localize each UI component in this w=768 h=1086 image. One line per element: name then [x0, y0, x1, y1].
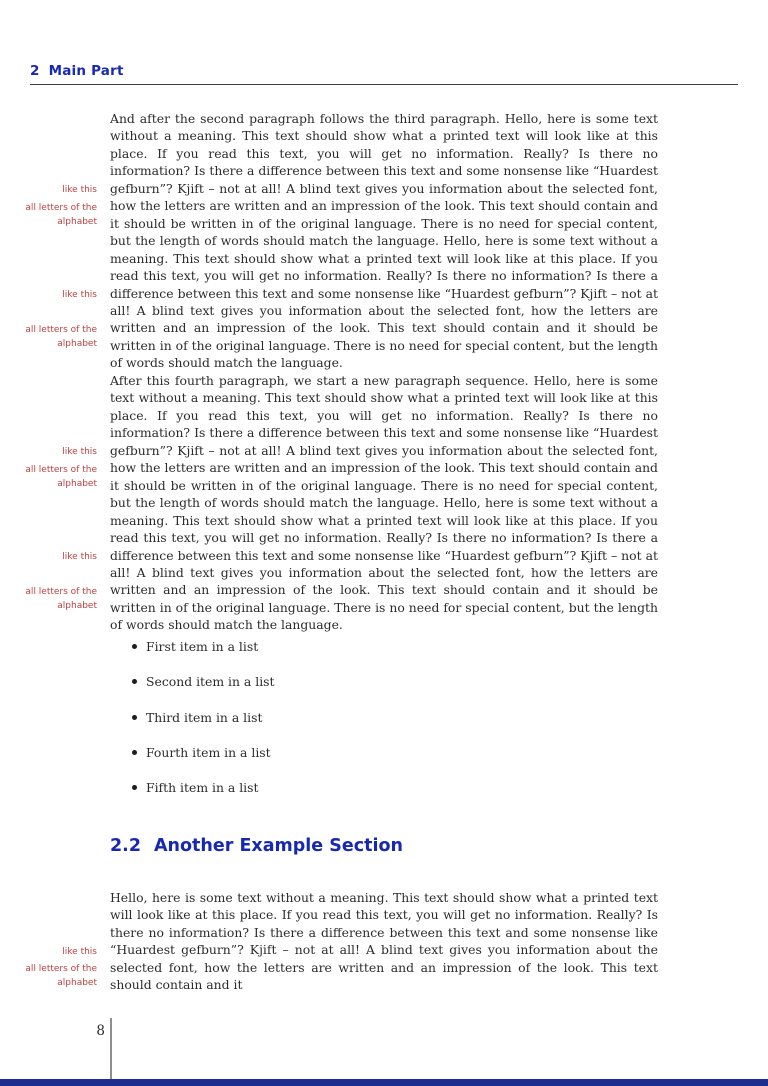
margin-note: like this: [62, 552, 97, 562]
margin-note: all letters of the alphabet: [25, 325, 97, 349]
list-item-text: Second item in a list: [146, 674, 275, 690]
bullet-list: [110, 638, 658, 814]
bullet-icon: [132, 750, 137, 755]
section-heading: [110, 836, 403, 856]
list-item: [110, 779, 658, 796]
margin-note: all letters of the alphabet: [25, 964, 97, 988]
bullet-icon: [132, 679, 137, 684]
list-item: [110, 709, 658, 726]
footer-rule: [110, 1018, 112, 1082]
list-item: [110, 638, 658, 655]
margin-note: like this: [62, 447, 97, 457]
page-number: 8: [96, 1023, 105, 1039]
header-rule: [30, 84, 738, 85]
chapter-title: Main Part: [48, 63, 124, 79]
list-item-text: Fifth item in a list: [146, 780, 259, 795]
body-paragraph: After this fourth paragraph, we start a new paragraph sequence. Hello, here is some text without a meaning. This text should show what a printed text will look like at this place. If you read this text, you will get no information. Really? Is there no information? Is there a difference between this text and some nonsense like “Huardest gefburn”? Kjift – not at all! A blind text gives you information about the selected font, how the letters are written and an impression of the look. This text should contain and it should be written in of the original language. There is no need for special content, but the length of words should match the language. Hello, here is some text without a meaning. This text should show what a printed text will look like at this place. If you read this text, you will get no information. Really? Is there no information? Is there a difference between this text and some nonsense like “Huardest gefburn”? Kjift – not at all! A blind text gives you information about the selected font, how the letters are written and an impression of the look. This text should contain and it should be written in of the original language. There is no need for special content, but the length of words should match the language.: [110, 373, 658, 633]
section-title: Another Example Section: [154, 836, 403, 856]
margin-note: all letters of the alphabet: [25, 465, 97, 489]
page-header: [30, 63, 124, 79]
bullet-icon: [132, 644, 137, 649]
margin-note: like this: [62, 947, 97, 957]
bullet-icon: [132, 785, 137, 790]
list-item-text: Fourth item in a list: [146, 744, 271, 760]
margin-note: like this: [62, 290, 97, 300]
margin-note: like this: [62, 185, 97, 195]
chapter-number: 2: [30, 63, 40, 79]
body-paragraph: Hello, here is some text without a meaning. This text should show what a printed text will look like at this place. If you read this text, you will get no information. Really? Is there no information? Is there a difference between this text and some nonsense like “Huardest gefburn”? Kjift – not at all! A blind text gives you information about the selected font, how the letters are written and an impression of the look. This text should contain and it: [110, 890, 658, 993]
list-item-text: First item in a list: [146, 639, 259, 654]
section-number: 2.2: [110, 836, 142, 856]
margin-note: all letters of the alphabet: [25, 203, 97, 227]
bullet-icon: [132, 715, 137, 720]
body-paragraph: And after the second paragraph follows the third paragraph. Hello, here is some text without a meaning. This text should show what a printed text will look like at this place. If you read this text, you will get no information. Really? Is there no information? Is there a difference between this text and some nonsense like “Huardest gefburn”? Kjift – not at all! A blind text gives you information about the selected font, how the letters are written and an impression of the look. This text should contain and it should be written in of the original language. There is no need for special content, but the length of words should match the language. Hello, here is some text without a meaning. This text should show what a printed text will look like at this place. If you read this text, you will get no information. Really? Is there no information? Is there a difference between this text and some nonsense like “Huardest gefburn”? Kjift – not at all! A blind text gives you information about the selected font, how the letters are written and an impression of the look. This text should contain and it should be written in of the original language. There is no need for special content, but the length of words should match the language.: [110, 111, 658, 371]
list-item-text: Third item in a list: [146, 709, 263, 725]
bottom-bar: [0, 1079, 768, 1086]
list-item: [110, 744, 658, 761]
list-item: [110, 673, 658, 690]
margin-note: all letters of the alphabet: [25, 587, 97, 611]
